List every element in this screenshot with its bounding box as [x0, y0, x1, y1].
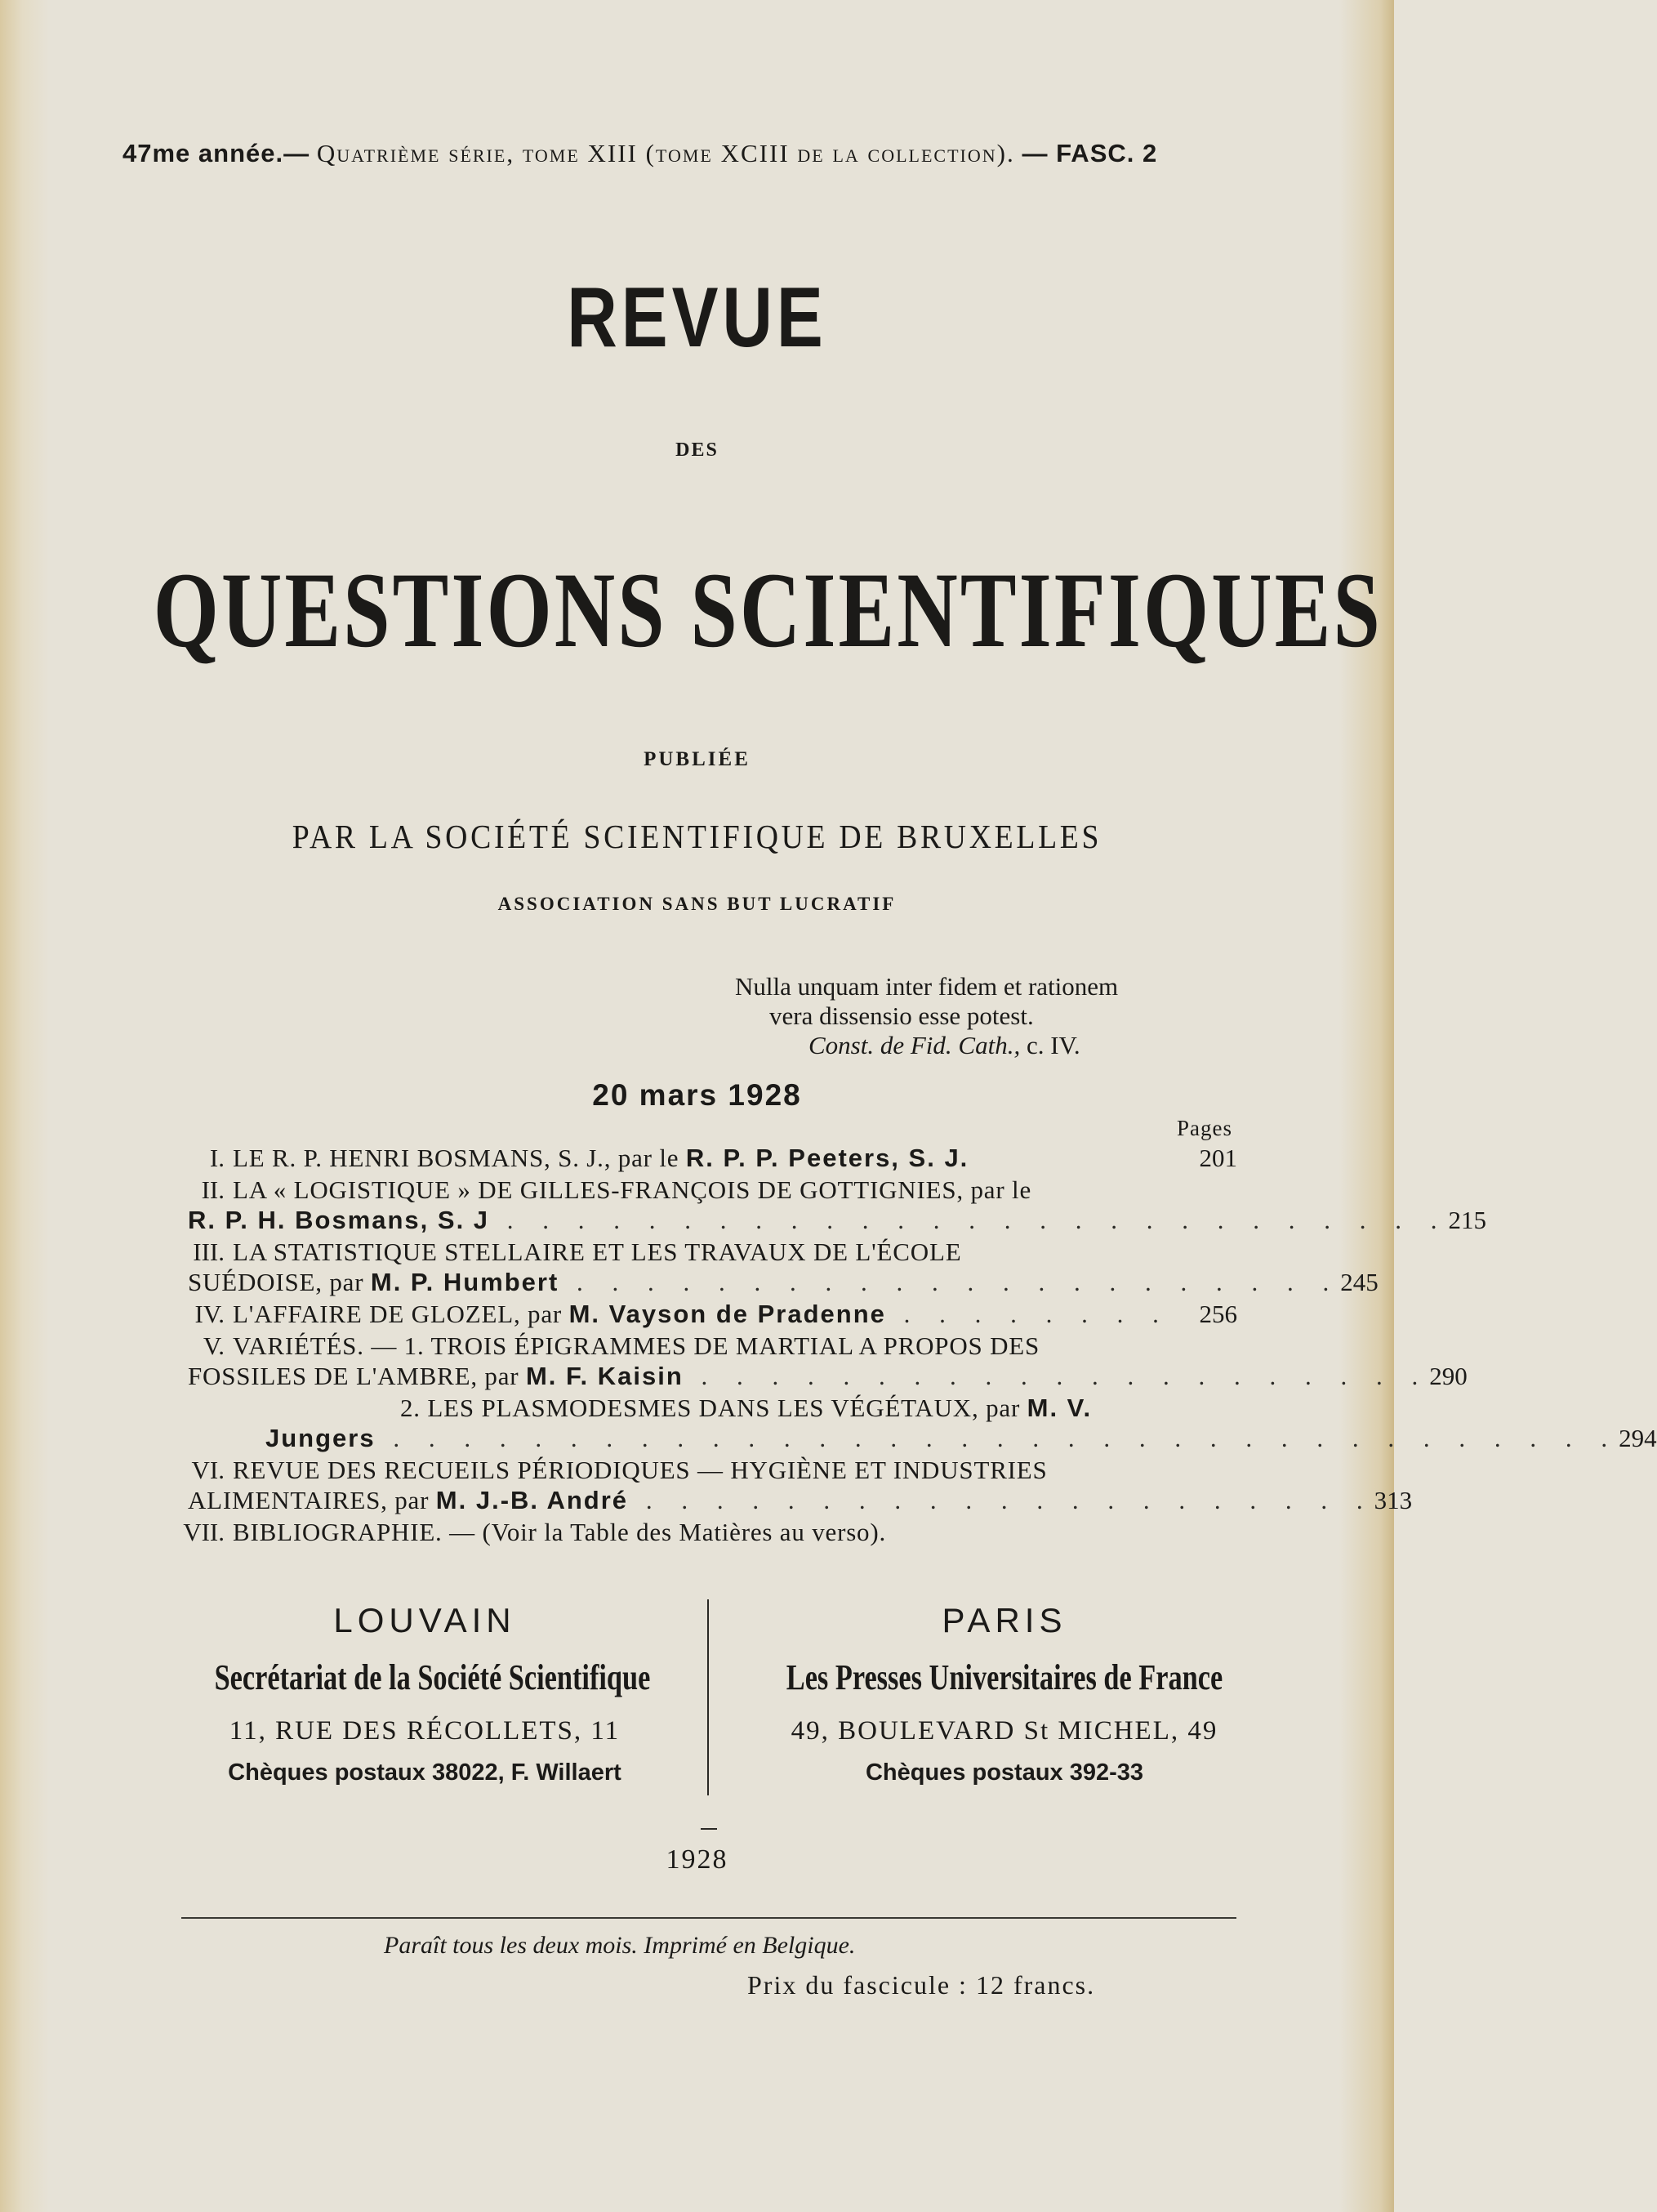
entry-number: I.: [209, 1144, 225, 1172]
epigraph-citation: [735, 1031, 1241, 1060]
entry-title: REVUE DES RECUEILS PÉRIODIQUES — HYGIÈNE ET INDUSTRIES: [233, 1456, 1048, 1484]
entry-number: IV.: [194, 1300, 225, 1328]
entry-number: III.: [193, 1238, 225, 1266]
series-info: Quatrième série, tome XIII (tome XCIII de la collection).: [316, 139, 1015, 167]
epigraph-line-2: vera dissensio esse potest.: [769, 1001, 1034, 1030]
fascicle-number: — FASC. 2: [1022, 139, 1158, 167]
publisher-paris: [719, 1601, 1290, 1786]
toc-entry: 2. LES PLASMODESMES DANS LES VÉGÉTAUX, par M. V. Jungers . . . . . . . . . . . . . . . . . . . . . . . . . . . . . . . . . . . 294: [265, 1394, 1657, 1452]
toc-entry: [180, 1143, 1237, 1173]
column-divider: [707, 1599, 709, 1795]
entry-author: M. Vayson de Pradenne: [568, 1300, 886, 1328]
entry-author: R. P. H. Bosmans, S. J: [188, 1206, 490, 1234]
epigraph-line-1: Nulla unquam inter fidem et rationem: [735, 972, 1119, 1001]
entry-page: 215: [1448, 1206, 1487, 1234]
entry-title: LA « LOGISTIQUE » DE GILLES-FRANÇOIS DE GOTTIGNIES, par le: [233, 1175, 1032, 1204]
year-volume: 47me année.—: [122, 139, 310, 167]
entry-author: M. P. Humbert: [370, 1268, 559, 1296]
entry-title: BIBLIOGRAPHIE. — (Voir la Table des Matières au verso).: [233, 1518, 887, 1546]
journal-title: QUESTIONS SCIENTIFIQUES: [153, 550, 1383, 670]
series-header: [122, 139, 1266, 168]
association-note: ASSOCIATION SANS BUT LUCRATIF: [497, 894, 897, 914]
toc-entry: III. LA STATISTIQUE STELLAIRE ET LES TRAVAUX DE L'ÉCOLE SUÉDOISE, par M. P. Humbert . . . . . . . . . . . . . . . . . . . . . . 245: [180, 1237, 1237, 1297]
publisher-address: 11, RUE DES RÉCOLLETS, 11: [229, 1716, 621, 1746]
city-name: PARIS: [942, 1601, 1067, 1639]
toc-entry: V. VARIÉTÉS. — 1. TROIS ÉPIGRAMMES DE MARTIAL A PROPOS DES FOSSILES DE L'AMBRE, par M. F. Kaisin . . . . . . . . . . . . . . . . . . . . . 290: [180, 1331, 1237, 1391]
entry-title: 2. LES PLASMODESMES DANS LES VÉGÉTAUX, par: [400, 1394, 1027, 1422]
citation-chapter: c. IV.: [1026, 1031, 1080, 1059]
postal-account: Chèques postaux 38022, F. Willaert: [228, 1759, 621, 1786]
toc-entry: [180, 1517, 1237, 1547]
publisher-name: Les Presses Universitaires de France: [786, 1657, 1223, 1697]
entry-title: LE R. P. HENRI BOSMANS, S. J., par le: [233, 1144, 686, 1172]
entry-page: 256: [1199, 1300, 1237, 1328]
society-name: PAR LA SOCIÉTÉ SCIENTIFIQUE DE BRUXELLES: [292, 818, 1102, 855]
entry-page: 313: [1374, 1486, 1413, 1514]
publisher-name: Secrétariat de la Société Scientifique: [214, 1657, 651, 1697]
entry-page: 294: [1619, 1424, 1657, 1452]
citation-source: Const. de Fid. Cath.,: [808, 1031, 1021, 1059]
entry-title-cont: ALIMENTAIRES, par: [188, 1486, 436, 1514]
entry-number: VII.: [183, 1518, 225, 1546]
entry-title: LA STATISTIQUE STELLAIRE ET LES TRAVAUX DE L'ÉCOLE: [233, 1238, 962, 1266]
published-label: PUBLIÉE: [644, 748, 751, 770]
pages-column-label: Pages: [1177, 1116, 1232, 1140]
publication-year: 1928: [666, 1844, 728, 1875]
entry-author: M. J.-B. André: [435, 1486, 629, 1514]
entry-title-cont: SUÉDOISE, par: [188, 1268, 371, 1296]
city-name: LOUVAIN: [333, 1601, 516, 1639]
entry-number: VI.: [191, 1456, 225, 1484]
entry-author: Jungers: [265, 1424, 376, 1452]
entry-author: R. P. P. Peeters, S. J.: [685, 1144, 969, 1172]
publisher-address: 49, BOULEVARD St MICHEL, 49: [791, 1716, 1218, 1746]
entry-title-cont: FOSSILES DE L'AMBRE, par: [188, 1362, 526, 1390]
entry-page: 290: [1429, 1362, 1468, 1390]
toc-entry: IV. L'AFFAIRE DE GLOZEL, par M. Vayson de Pradenne . . . . . . . . 256: [180, 1299, 1237, 1329]
masthead-revue: REVUE: [567, 270, 827, 365]
entry-page: 201: [1199, 1144, 1237, 1172]
epigraph: [735, 972, 1241, 1060]
entry-title: VARIÉTÉS. — 1. TROIS ÉPIGRAMMES DE MARTIAL A PROPOS DES: [233, 1331, 1040, 1360]
ornament-dash: [701, 1828, 717, 1830]
toc-entry: VI. REVUE DES RECUEILS PÉRIODIQUES — HYGIÈNE ET INDUSTRIES ALIMENTAIRES, par M. J.-B. André . . . . . . . . . . . . . . . . . . . . . 313: [180, 1455, 1237, 1515]
entry-number: V.: [203, 1331, 225, 1360]
periodicity-note: Paraît tous les deux mois. Imprimé en Belgique.: [384, 1932, 856, 1959]
entry-author-initials: M. V.: [1027, 1394, 1093, 1422]
table-of-contents: [180, 1116, 1657, 1547]
toc-entry: II. LA « LOGISTIQUE » DE GILLES-FRANÇOIS DE GOTTIGNIES, par le R. P. H. Bosmans, S. J . . . . . . . . . . . . . . . . . . . . . . . . . . . 215: [180, 1175, 1237, 1235]
entry-page: 245: [1340, 1268, 1379, 1296]
masthead-des: DES: [675, 439, 719, 461]
entry-number: II.: [201, 1175, 225, 1204]
issue-date: 20 mars 1928: [592, 1078, 802, 1112]
entry-title: L'AFFAIRE DE GLOZEL, par: [233, 1300, 569, 1328]
footer-rule: [181, 1917, 1236, 1919]
price-note: Prix du fascicule : 12 francs.: [747, 1970, 1096, 2000]
postal-account: Chèques postaux 392-33: [865, 1759, 1144, 1786]
entry-author: M. F. Kaisin: [525, 1362, 684, 1390]
publisher-louvain: [155, 1601, 694, 1786]
